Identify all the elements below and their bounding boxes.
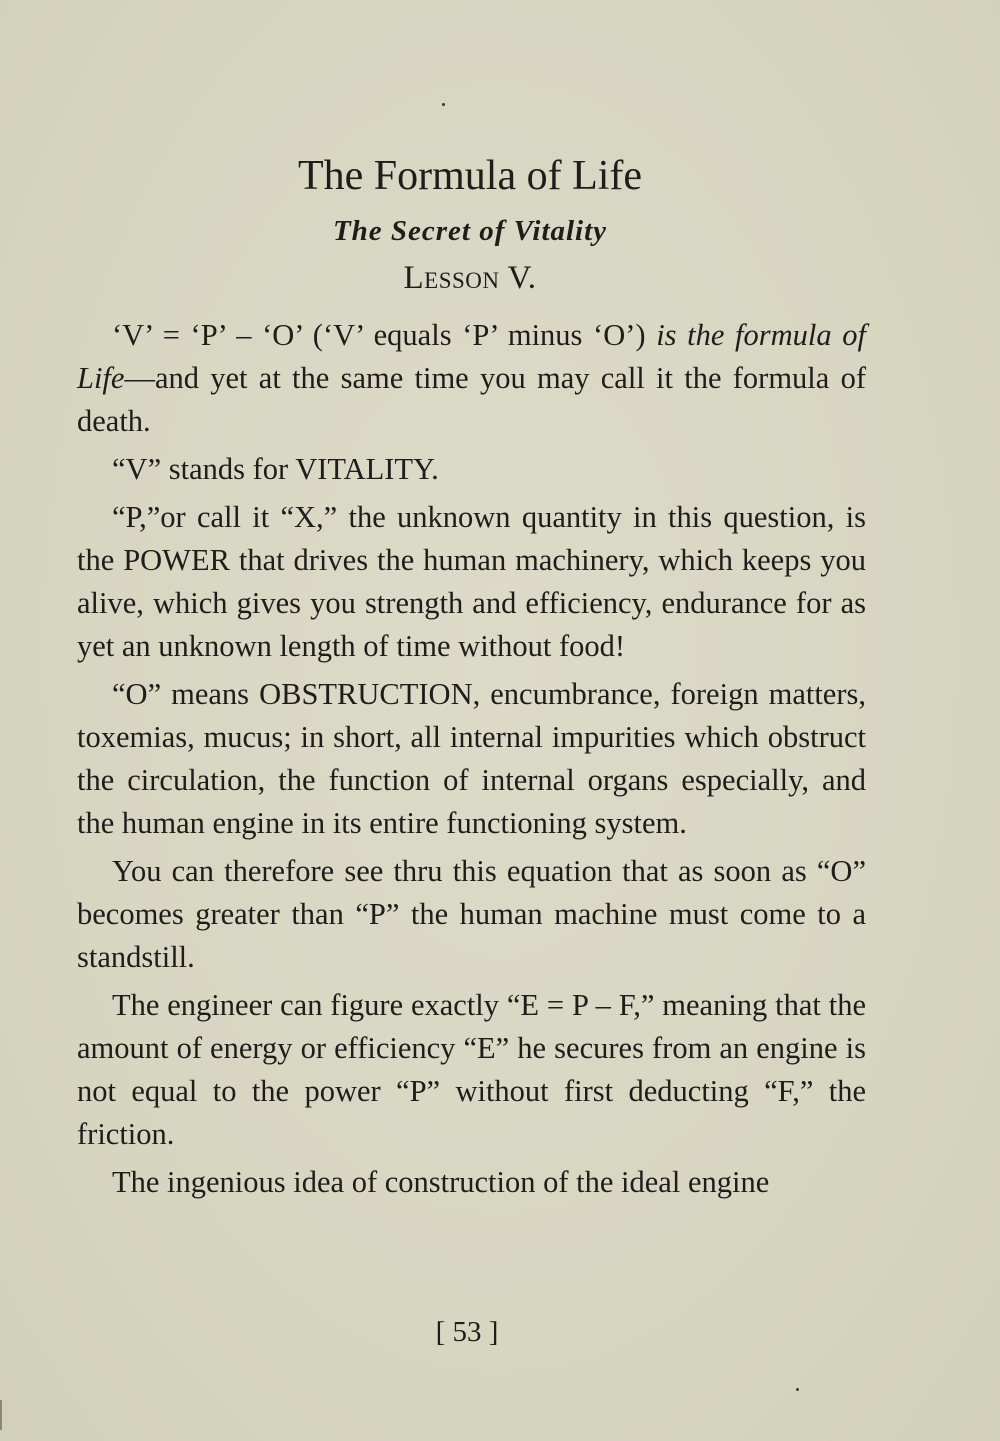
paragraph: “P,”or call it “X,” the unknown quantity in this question, is the POWER that drives the human machinery, which keeps you alive, which gives you strength and efficiency, endurance for as yet an unknown length of time without food! [77,500,866,663]
paragraph: The engineer can figure exactly “E = P – F,” meaning that the amount of energy or efficiency “E” he secures from an engine is not equal to the power “P” without first deducting “F,” the friction. [77,988,866,1151]
paragraph: You can therefore see thru this equation that as soon as “O” becomes greater than “P” the human machine must come to a standstill. [77,854,866,974]
formula-continuation: —and yet at the same time you may call it the formula of death. [77,361,866,438]
page-number: [ 53 ] [435,1316,499,1348]
lesson-heading: Lesson V. [403,260,537,296]
paragraph [77,314,866,443]
page-edge-mark [0,1400,2,1430]
paragraph: The ingenious idea of construction of the ideal engine [112,1165,770,1199]
formula-text: ‘V’ = ‘P’ – ‘O’ (‘V’ equals ‘P’ minus ‘O’) [112,318,657,352]
body-text [77,314,866,1209]
formula-emphasis: is the formula of Life [77,318,867,395]
page-speck [796,1388,799,1391]
page-title: The Formula of Life [297,153,643,199]
page-subtitle: The Secret of Vitality [332,215,608,247]
paragraph: “V” stands for VITALITY. [112,452,439,486]
page-speck [442,103,445,106]
paragraph: “O” means OBSTRUCTION, encumbrance, foreign matters, toxemias, mucus; in short, all internal impurities which obstruct the circulation, the function of internal organs especially, and the human engine in its entire functioning system. [77,677,866,840]
